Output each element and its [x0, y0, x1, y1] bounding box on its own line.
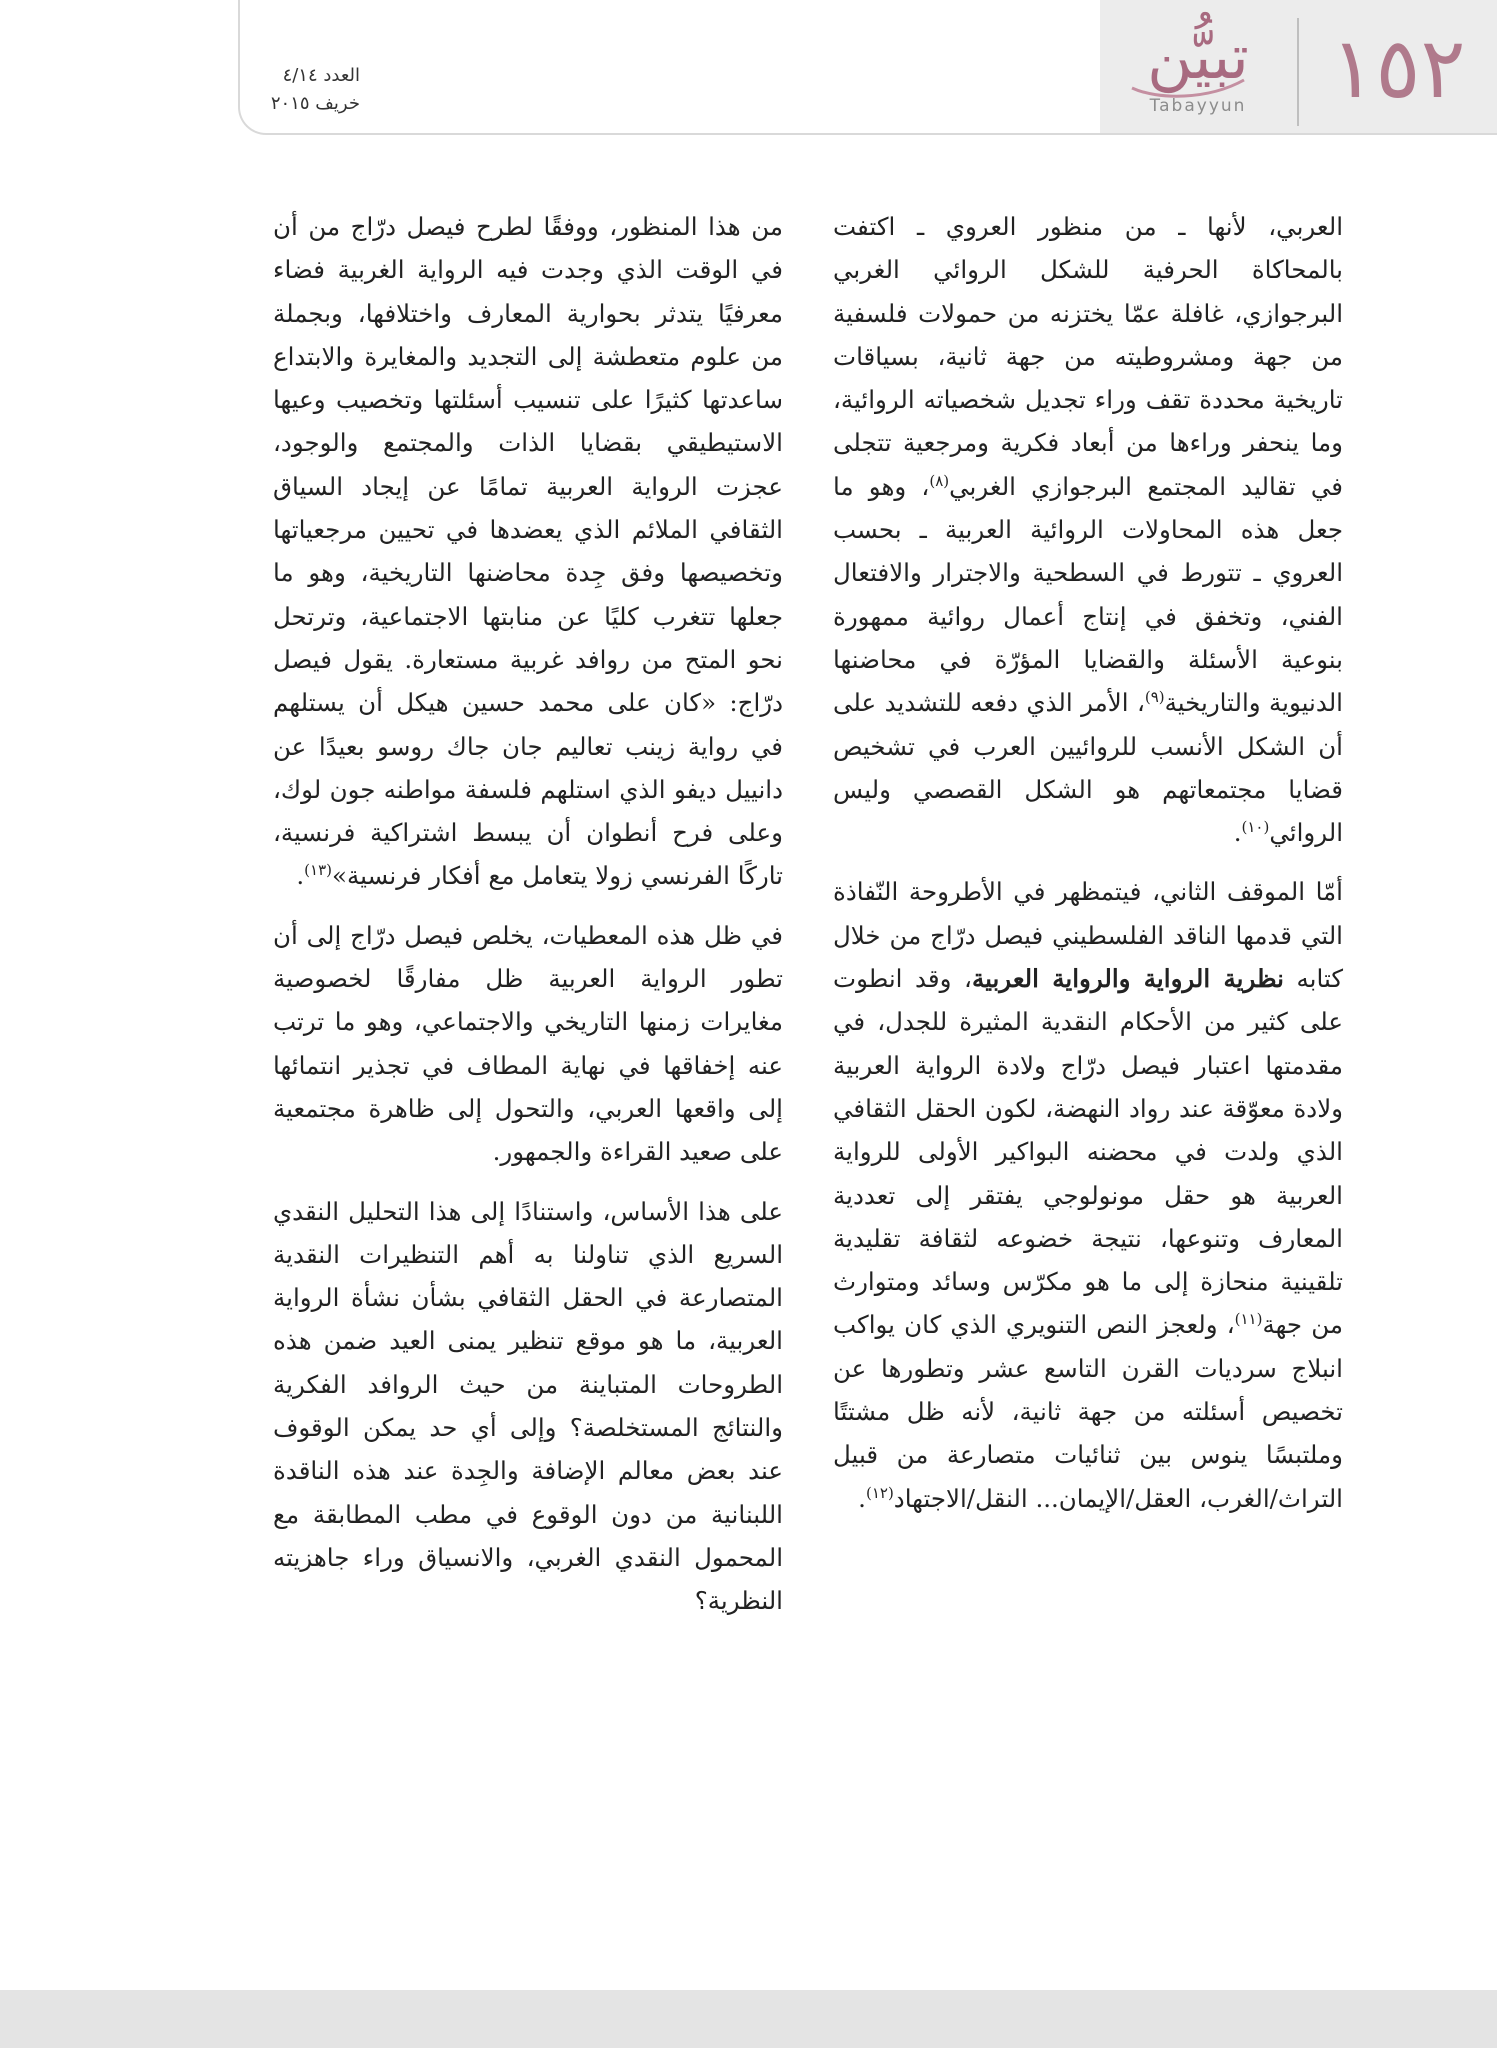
- issue-info: [250, 62, 360, 122]
- issue-label: العدد ٤/١٤: [282, 65, 360, 86]
- header-divider: [1297, 18, 1299, 126]
- paragraph: [833, 205, 1343, 854]
- text-run: ، الأمر الذي دفعه للتشديد على أن الشكل الأنسب للروائيين العرب في تشخيص قضايا مجتمعاتهم هو الشكل القصصي وليس الروائي: [833, 688, 1343, 848]
- text-run: .: [858, 1483, 866, 1513]
- book-title: نظرية الرواية والرواية العربية: [971, 964, 1284, 994]
- footnote-ref[interactable]: (١٣): [304, 861, 332, 880]
- paragraph: [273, 205, 783, 898]
- footnote-ref[interactable]: (١٢): [865, 1483, 894, 1502]
- text-run: ، وهو ما جعل هذه المحاولات الروائية العربية ـ بحسب العروي ـ تتورط في السطحية والاجترار والافتعال الفني، وتخفق في إنتاج أعمال روائية ممهورة بنوعية الأسئلة والقضايا المؤرّة في محاضنها الدنيوية والتاريخية: [833, 471, 1343, 718]
- page-number: ١٥٢: [1330, 19, 1466, 117]
- right-column: [833, 205, 1343, 1536]
- paragraph: [273, 914, 783, 1174]
- text-run: ، ولعجز النص التنويري الذي كان يواكب انبلاج سرديات القرن التاسع عشر وتطورها عن تخصيص أسئلته من جهة ثانية، لأنه ظل مشتتًا وملتبسًا ينوس بين ثنائيات متصارعة من قبيل التراث/الغرب، العقل/الإيمان... النقل/الاجتهاد: [833, 1310, 1343, 1513]
- footnote-ref[interactable]: (٩): [1144, 688, 1165, 707]
- journal-logo: [1108, 22, 1288, 122]
- text-run: العربي، لأنها ـ من منظور العروي ـ اكتفت بالمحاكاة الحرفية للشكل الروائي الغربي البرجوازي، غافلة عمّا يختزنه من حمولات فلسفية من جهة ومشروطيته من جهة ثانية، بسياقات تاريخية محددة تقف وراء تجديل شخصياته الروائية، وما ينحفر وراءها من أبعاد فكرية ومرجعية تتجلى في تقاليد المجتمع البرجوازي الغربي: [833, 212, 1343, 501]
- logo-latin: Tabayyun: [1149, 96, 1247, 116]
- paragraph: [833, 870, 1343, 1519]
- season-label: خريف ٢٠١٥: [270, 93, 360, 114]
- logo-arabic: تبيُّن: [1147, 20, 1249, 93]
- footnote-ref[interactable]: (١٠): [1241, 818, 1270, 836]
- footer-band: [0, 1990, 1497, 2048]
- text-run: على هذا الأساس، واستنادًا إلى هذا التحليل النقدي السريع الذي تناولنا به أهم التنظيرات النقدية المتصارعة في الحقل الثقافي بشأن نشأة الرواية العربية، ما هو موقع تنظير يمنى العيد ضمن هذه الطروحات المتباينة من حيث الروافد الفكرية والنتائج المستخلصة؟ وإلى أي حد يمكن الوقوف عند بعض معالم الإضافة والجِدة عند هذه الناقدة اللبنانية من دون الوقوع في مطب المطابقة مع المحمول النقدي الغربي، والانسياق وراء جاهزيته النظرية؟: [273, 1196, 783, 1616]
- text-run: ، وقد انطوت على كثير من الأحكام النقدية المثيرة للجدل، في مقدمتها اعتبار فيصل درّاج ولادة الرواية العربية ولادة معوّقة عند رواد النهضة، لكون الحقل الثقافي الذي ولدت في محضنه البواكير الأولى للرواية العربية هو حقل مونولوجي يفتقر إلى تعددية المعارف وتنوعها، نتيجة خضوعه لثقافة تقليدية تلقينية منحازة إلى ما هو مكرّس وسائد ومتوارث من جهة: [833, 964, 1343, 1340]
- text-run: من هذا المنظور، ووفقًا لطرح فيصل درّاج من أن في الوقت الذي وجدت فيه الرواية الغربية فضاء معرفيًا يتدثر بحوارية المعارف واختلافها، وبجملة من علوم متعطشة إلى التجديد والمغايرة والابتداع ساعدتها كثيرًا على تنسيب أسئلتها وتخصيب وعيها الاستيطيقي بقضايا الذات والمجتمع والوجود، عجزت الرواية العربية تمامًا عن إيجاد السياق الثقافي الملائم الذي يعضدها في تحيين مرجعياتها وتخصيصها وفق جِدة محاضنها التاريخية، وهو ما جعلها تتغرب كليًا عن منابتها الاجتماعية، وترتحل نحو المتح من روافد غربية مستعارة. يقول فيصل درّاج: «كان على محمد حسين هيكل أن يستلهم في رواية زينب تعاليم جان جاك روسو بعيدًا عن دانييل ديفو الذي استلهم فلسفة مواطنه جون لوك، وعلى فرح أنطوان أن يبسط اشتراكية فرنسية، تاركًا الفرنسي زولا يتعامل مع أفكار فرنسية»: [273, 212, 783, 891]
- text-run: .: [296, 861, 305, 891]
- text-run: .: [1233, 818, 1242, 848]
- text-run: أمّا الموقف الثاني، فيتمظهر في الأطروحة النّفاذة التي قدمها الناقد الفلسطيني فيصل درّاج من خلال كتابه: [833, 877, 1343, 994]
- left-column: [273, 205, 783, 1639]
- text-run: في ظل هذه المعطيات، يخلص فيصل درّاج إلى أن تطور الرواية العربية ظل مفارقًا لخصوصية مغايرات زمنها التاريخي والاجتماعي، وهو ما ترتب عنه إخفاقها في نهاية المطاف في تجذير انتمائها إلى واقعها العربي، والتحول إلى ظاهرة مجتمعية على صعيد القراءة والجمهور.: [273, 920, 783, 1167]
- footnote-ref[interactable]: (٨): [929, 471, 950, 490]
- page-header: [0, 0, 1497, 140]
- footnote-ref[interactable]: (١١): [1234, 1310, 1263, 1329]
- paragraph: [273, 1190, 783, 1623]
